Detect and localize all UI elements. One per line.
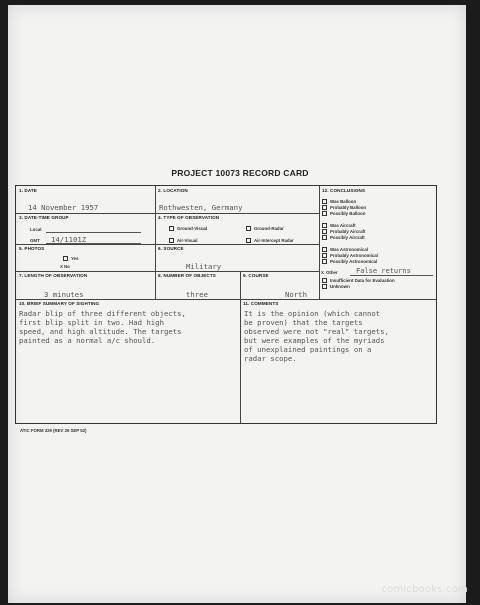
- objects-value: three: [186, 290, 208, 299]
- record-card: [15, 185, 437, 424]
- conclusion-probably-balloon: Probably Balloon: [322, 205, 366, 210]
- conclusion-was-astronomical: Was Astronomical: [322, 247, 368, 252]
- photos-label: 5. PHOTOS: [19, 246, 45, 251]
- checkbox-air-visual: [169, 238, 174, 243]
- checkbox-possibly-astronomical: [322, 259, 327, 264]
- checkbox-was-astronomical: [322, 247, 327, 252]
- course-value: North: [285, 290, 307, 299]
- rule-col1: [155, 186, 156, 299]
- gmt-value: 14/1101Z: [51, 235, 87, 244]
- source-label: 6. SOURCE: [158, 246, 184, 251]
- rule-row3: [16, 271, 319, 272]
- location-label: 2. LOCATION: [158, 188, 188, 193]
- conclusions-label: 12. CONCLUSIONS: [322, 188, 366, 193]
- local-label: Local: [30, 227, 42, 232]
- summary-line-2: first blip split in two. Had high: [19, 318, 164, 327]
- checkbox-probably-balloon: [322, 205, 327, 210]
- checkbox-unknown: [322, 284, 327, 289]
- checkbox-probably-aircraft: [322, 229, 327, 234]
- option-ground-visual: Ground-Visual: [169, 226, 207, 231]
- rule-row1: [16, 213, 319, 214]
- gmt-label: GMT: [30, 238, 40, 243]
- length-value: 3 minutes: [44, 290, 84, 299]
- summary-line-3: speed, and high altitude. The targets: [19, 327, 182, 336]
- option-ground-radar: Ground-Radar: [246, 226, 284, 231]
- rule-col3: [240, 299, 241, 423]
- rule-col4: [319, 186, 320, 299]
- conclusion-possibly-balloon: Possibly Balloon: [322, 211, 365, 216]
- comments-line-4: but were examples of the myriads: [244, 336, 385, 345]
- conclusion-insufficient-data: Insufficient Data for Evaluation: [322, 278, 395, 283]
- checkbox-was-aircraft: [322, 223, 327, 228]
- checkbox-insufficient-data: [322, 278, 327, 283]
- other-value: False returns: [356, 267, 411, 275]
- checkbox-photos-yes: [63, 256, 68, 261]
- comments-line-6: radar scope.: [244, 354, 297, 363]
- photos-no-check: X: [60, 264, 63, 269]
- photos-yes: Yes: [63, 256, 79, 261]
- objects-label: 8. NUMBER OF OBJECTS: [158, 273, 216, 278]
- form-number: ATIC FORM 329 (REV 26 SEP 52): [20, 428, 87, 433]
- watermark: comicbooks.com: [381, 584, 468, 595]
- length-label: 7. LENGTH OF OBSERVATION: [19, 273, 88, 278]
- checkbox-air-intercept-radar: [246, 238, 251, 243]
- checkbox-possibly-aircraft: [322, 235, 327, 240]
- type-of-observation-label: 4. TYPE OF OBSERVATION: [158, 215, 220, 220]
- conclusion-unknown: Unknown: [322, 284, 350, 289]
- option-air-intercept-radar: Air-Intercept Radar: [246, 238, 294, 243]
- checkbox-probably-astronomical: [322, 253, 327, 258]
- checkbox-ground-radar: [246, 226, 251, 231]
- rule-row2: [16, 244, 319, 245]
- checkbox-ground-visual: [169, 226, 174, 231]
- course-label: 9. COURSE: [243, 273, 269, 278]
- conclusion-probably-aircraft: Probably Aircraft: [322, 229, 365, 234]
- checkbox-possibly-balloon: [322, 211, 327, 216]
- checkbox-was-balloon: [322, 199, 327, 204]
- comments-line-3: observed were not "real" targets,: [244, 327, 389, 336]
- conclusion-probably-astronomical: Probably Astronomical: [322, 253, 378, 258]
- date-time-group-label: 3. DATE-TIME GROUP: [19, 215, 69, 220]
- location-value: Rothwesten, Germany: [159, 203, 243, 212]
- comments-label: 11. COMMENTS: [243, 301, 279, 306]
- summary-line-1: Radar blip of three different objects,: [19, 309, 186, 318]
- comments-line-2: be proven) that the targets: [244, 318, 363, 327]
- summary-line-4: painted as a normal a/c should.: [19, 336, 156, 345]
- date-label: 1. DATE: [19, 188, 37, 193]
- conclusion-other: X Other: [321, 270, 338, 275]
- date-value: 14 November 1957: [28, 203, 99, 212]
- summary-label: 10. BRIEF SUMMARY OF SIGHTING: [19, 301, 100, 306]
- comments-line-5: of unexplained paintings on a: [244, 345, 372, 354]
- option-air-visual: Air-Visual: [169, 238, 197, 243]
- other-line: [350, 275, 433, 276]
- conclusion-was-balloon: Was Balloon: [322, 199, 356, 204]
- rule-col2: [240, 271, 241, 299]
- conclusion-was-aircraft: Was Aircraft: [322, 223, 356, 228]
- local-line: [46, 232, 141, 233]
- photos-no: X No: [60, 264, 70, 269]
- source-value: Military: [186, 262, 222, 271]
- rule-row4: [16, 299, 436, 300]
- comments-line-1: It is the opinion (which cannot: [244, 309, 381, 318]
- card-title: PROJECT 10073 RECORD CARD: [171, 168, 309, 178]
- conclusion-possibly-aircraft: Possibly Aircraft: [322, 235, 365, 240]
- conclusion-possibly-astronomical: Possibly Astronomical: [322, 259, 377, 264]
- other-check: X: [321, 270, 324, 275]
